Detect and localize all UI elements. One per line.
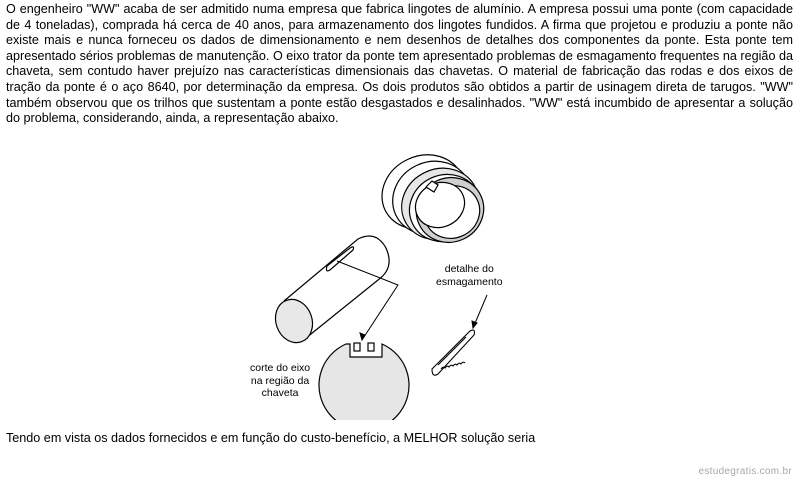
problem-statement: O engenheiro "WW" acaba de ser admitido numa empresa que fabrica lingotes de alumínio. A empresa possui uma ponte (com capacidade de 4 toneladas), comprada há cerca de 40 anos, para armazenamento dos lingotes fundidos. A firma que projetou e produziu a ponte não existe mais e nunca forneceu os dados de dimensionamento e nem desenhos de detalhes dos componentes da ponte. Esta ponte tem apresentado sérios problemas de manutenção. O eixo trator da ponte tem apresentado problemas de esmagamento frequentes na região da chaveta, sem contudo haver prejuízo nas características dimensionais das chavetas. O material de fabricação das rodas e dos eixos de tração da ponte é o aço 8640, por determinação da empresa. Os dois produtos são obtidos a partir de usinagem direta de tarugos. "WW" também observou que os trilhos que sustentam a ponte estão desgastados e desalinhados. "WW" está incumbido de apresentar a solução do problema, considerando, ainda, a representação abaixo. (6, 2, 793, 126)
shaft-drawing (270, 236, 390, 348)
shaft-keyway-figure (240, 150, 560, 420)
question-prompt: Tendo em vista os dados fornecidos e em função do custo-benefício, a MELHOR solução seria (6, 431, 536, 445)
shaft-cross-section (319, 343, 409, 420)
site-watermark: estudegratis.com.br (698, 466, 792, 477)
crushed-key-detail (432, 330, 475, 375)
wheel-drawing (370, 150, 495, 253)
label-shaft-section: corte do eixo na região da chaveta (250, 362, 311, 399)
label-crush-detail: detalhe do esmagamento (436, 263, 503, 288)
